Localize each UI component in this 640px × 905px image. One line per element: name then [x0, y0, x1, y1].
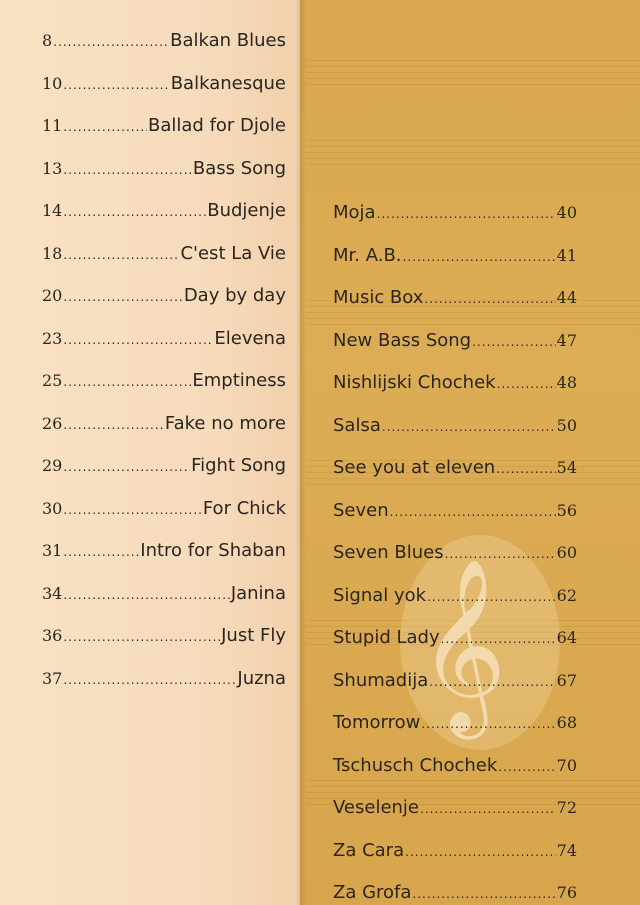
toc-entry [333, 202, 577, 223]
toc-entry [42, 455, 286, 476]
toc-page-number: 30 [42, 498, 63, 518]
toc-title: Music Box [333, 287, 424, 308]
toc-entry [42, 498, 286, 519]
toc-entry [333, 882, 577, 903]
toc-page-number: 56 [556, 500, 577, 520]
toc-entry [333, 797, 577, 818]
staff-line [306, 780, 640, 781]
toc-page-number: 70 [556, 755, 577, 775]
toc-leader-dots [63, 375, 191, 389]
toc-title: Fake no more [164, 412, 286, 434]
toc-leader-dots [498, 760, 555, 774]
toc-page-number: 8 [42, 31, 53, 50]
toc-title: Bass Song [192, 157, 286, 179]
toc-entry [42, 328, 286, 349]
staff-line [306, 146, 640, 147]
toc-title: Stupid Lady [333, 627, 440, 648]
toc-page-number: 18 [42, 243, 63, 263]
staff-line [306, 140, 640, 141]
staff-line [306, 158, 640, 159]
staff-line [306, 484, 640, 485]
toc-entry [333, 330, 577, 351]
toc-title: Budjenje [207, 200, 286, 221]
toc-title: Elevena [214, 327, 286, 349]
toc-entry [42, 413, 286, 434]
toc-title: New Bass Song [333, 329, 472, 351]
toc-title: C'est La Vie [180, 242, 286, 264]
toc-title: Signal yok [333, 584, 427, 606]
staff-line [306, 78, 640, 79]
toc-leader-dots [63, 503, 201, 517]
toc-entry [333, 542, 577, 563]
toc-entry [42, 200, 286, 221]
toc-leader-dots [429, 675, 555, 689]
toc-page-number: 74 [556, 840, 577, 860]
toc-page-number: 23 [42, 328, 63, 348]
toc-page-number: 67 [556, 670, 577, 690]
toc-page-number: 48 [556, 373, 577, 392]
toc-leader-dots [405, 845, 556, 859]
toc-title: Tomorrow [333, 712, 421, 733]
staff-line [306, 324, 640, 325]
toc-entry [42, 285, 286, 306]
toc-page-number: 34 [42, 583, 63, 603]
toc-title: For Chick [202, 497, 286, 519]
toc-entry [333, 287, 577, 308]
toc-leader-dots [496, 462, 555, 476]
toc-title: Fight Song [191, 455, 286, 476]
toc-page-number: 76 [556, 883, 577, 902]
toc-entry [42, 243, 286, 264]
toc-entry [333, 372, 577, 393]
toc-leader-dots [63, 163, 192, 177]
toc-entry [42, 540, 286, 561]
toc-title: Mr. A.B. [333, 244, 402, 266]
toc-entry [333, 585, 577, 606]
toc-leader-dots [441, 632, 556, 646]
toc-entry [42, 30, 286, 51]
toc-title: Janina [230, 582, 286, 604]
toc-title: Seven Blues [333, 542, 444, 563]
page-fold [296, 0, 306, 905]
toc-entry [333, 712, 577, 733]
toc-entry [333, 245, 577, 266]
toc-title: Veselenje [333, 797, 420, 818]
staff-line [306, 72, 640, 73]
toc-leader-dots [412, 887, 555, 901]
toc-leader-dots [63, 248, 179, 262]
staff-line [306, 478, 640, 479]
toc-page-number: 54 [556, 458, 577, 477]
toc-title: Za Cara [333, 839, 405, 861]
toc-entry [333, 840, 577, 861]
toc-entry [42, 158, 286, 179]
toc-page-number: 62 [556, 585, 577, 605]
toc-leader-dots [472, 335, 556, 349]
toc-title: Seven [333, 499, 389, 521]
toc-page-number: 13 [42, 158, 63, 178]
toc-entry [333, 627, 577, 648]
toc-leader-dots [63, 205, 206, 219]
toc-page-number: 72 [556, 798, 577, 817]
toc-title: Tschusch Chochek [333, 754, 498, 776]
toc-entry [42, 73, 286, 94]
toc-leader-dots [63, 120, 147, 134]
staff-line [306, 84, 640, 85]
toc-leader-dots [445, 547, 556, 561]
toc-title: Just Fly [221, 625, 286, 646]
toc-leader-dots [421, 717, 555, 731]
toc-title: Moja [333, 202, 376, 223]
toc-page-number: 25 [42, 371, 63, 390]
toc-leader-dots [63, 673, 236, 687]
toc-page-number: 11 [42, 116, 63, 135]
toc-leader-dots [63, 545, 139, 559]
toc-entry [333, 755, 577, 776]
toc-title: Emptiness [192, 370, 286, 391]
toc-leader-dots [420, 802, 556, 816]
staff-line [306, 60, 640, 61]
toc-page-number: 40 [556, 203, 577, 222]
toc-entry [333, 415, 577, 436]
treble-clef-icon: 𝄞 [418, 558, 507, 732]
toc-title: Salsa [333, 414, 381, 436]
toc-leader-dots [63, 418, 164, 432]
toc-leader-dots [377, 207, 556, 221]
toc-page-number: 68 [556, 713, 577, 732]
toc-page-number: 29 [42, 456, 63, 475]
toc-entry [333, 500, 577, 521]
toc-entry [333, 670, 577, 691]
toc-entry [42, 625, 286, 646]
toc-page-number: 41 [556, 245, 577, 265]
toc-page-number: 26 [42, 413, 63, 433]
toc-leader-dots [63, 630, 220, 644]
toc-title: Intro for Shaban [140, 540, 286, 561]
toc-page-number: 10 [42, 73, 63, 93]
toc-page-number: 50 [556, 415, 577, 435]
toc-title: See you at eleven [333, 457, 496, 478]
toc-title: Balkanesque [170, 72, 286, 94]
staff-line [306, 152, 640, 153]
toc-leader-dots [403, 250, 556, 264]
toc-leader-dots [63, 460, 190, 474]
staff-line [306, 792, 640, 793]
toc-entry [42, 370, 286, 391]
toc-title: Ballad for Djole [148, 115, 286, 136]
staff-line [306, 164, 640, 165]
toc-entry [42, 668, 286, 689]
toc-leader-dots [427, 590, 556, 604]
toc-entry [42, 115, 286, 136]
toc-entry [333, 457, 577, 478]
toc-page-number: 31 [42, 541, 63, 560]
toc-page-number: 64 [556, 628, 577, 647]
toc-leader-dots [63, 588, 229, 602]
staff-line [306, 318, 640, 319]
toc-title: Za Grofa [333, 882, 412, 903]
toc-leader-dots [424, 292, 555, 306]
toc-leader-dots [53, 35, 169, 49]
toc-page-number: 47 [556, 330, 577, 350]
toc-page-number: 60 [556, 543, 577, 562]
toc-leader-dots [382, 420, 556, 434]
staff-line [306, 312, 640, 313]
toc-leader-dots [63, 78, 169, 92]
toc-title: Day by day [183, 285, 286, 306]
toc-title: Balkan Blues [170, 30, 286, 51]
toc-title: Juzna [237, 667, 286, 689]
toc-leader-dots [390, 505, 556, 519]
toc-title: Shumadija [333, 669, 429, 691]
staff-line [306, 786, 640, 787]
toc-page-number: 20 [42, 286, 63, 305]
toc-page-number: 37 [42, 668, 63, 688]
staff-line [306, 66, 640, 67]
toc-leader-dots [497, 377, 556, 391]
toc-page-number: 36 [42, 626, 63, 645]
toc-leader-dots [63, 333, 213, 347]
toc-leader-dots [63, 290, 182, 304]
toc-page-number: 14 [42, 201, 63, 220]
toc-page-number: 44 [556, 288, 577, 307]
toc-entry [42, 583, 286, 604]
toc-title: Nishlijski Chochek [333, 372, 496, 393]
